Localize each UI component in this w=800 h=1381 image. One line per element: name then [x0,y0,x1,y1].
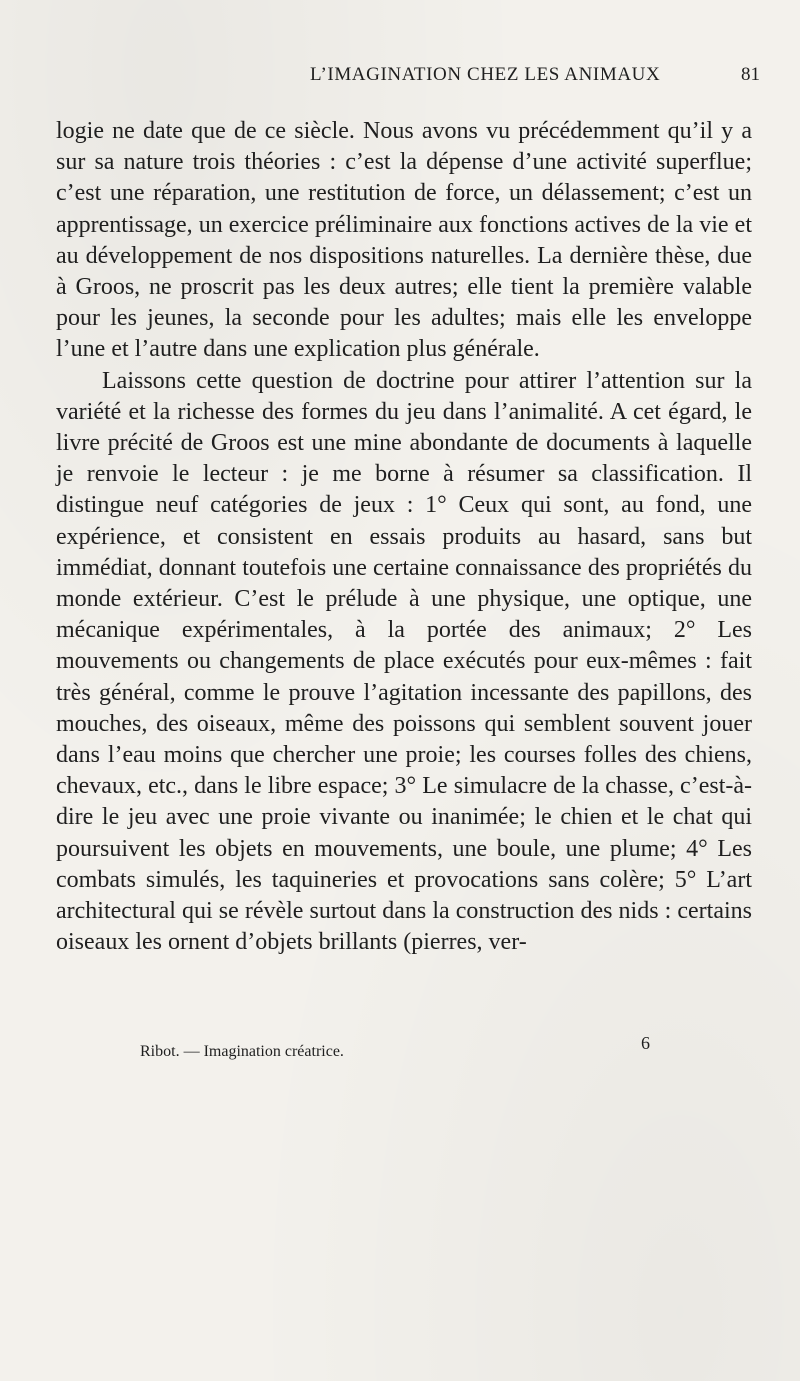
page-number: 81 [741,64,760,85]
running-head [250,64,760,94]
page-footer [0,1033,800,1073]
running-title: L’IMAGINATION CHEZ LES ANIMAUX [310,64,661,85]
signature-mark: 6 [641,1033,650,1053]
paragraph-continued: logie ne date que de ce siècle. Nous avons vu précédemment qu’il y a sur sa nature trois théories : c’est la dépense d’une activité superflue; c’est une réparation, une restitution de force, un délassement; c’est un apprentissage, un exercice préliminaire aux fonctions actives de la vie et au développement de nos dispositions naturelles. La dernière thèse, due à Groos, ne proscrit pas les deux autres; elle tient la première valable pour les jeunes, la seconde pour les adultes; mais elle les enveloppe l’une et l’autre dans une explication plus générale. [56,118,752,363]
paragraph: Laissons cette question de doctrine pour attirer l’attention sur la variété et la richesse des formes du jeu dans l’animalité. A cet égard, le livre précité de Groos est une mine abondante de documents à laquelle je renvoie le lecteur : je me borne à résumer sa classification. Il distingue neuf catégories de jeux : 1° Ceux qui sont, au fond, une expérience, et consistent en essais produits au hasard, sans but immédiat, donnant toutefois une certaine connaissance des propriétés du monde extérieur. C’est le prélude à une physique, une optique, une mécanique expérimentales, à la portée des animaux; 2° Les mouvements ou changements de place exécutés pour eux-mêmes : fait très général, comme le prouve l’agitation incessante des papillons, des mouches, des oiseaux, même des poissons qui semblent souvent jouer dans l’eau moins que chercher une proie; les courses folles des chiens, chevaux, etc., dans le libre espace; 3° Le simulacre de la chasse, c’est-à-dire le jeu avec une proie vivante ou inanimée; le chien et le chat qui poursuivent les objets en mouvements, une boule, une plume; 4° Les combats simulés, les taquineries et provocations sans colère; 5° L’art architectural qui se révèle surtout dans la construction des nids : certains oiseaux les ornent d’objets brillants (pierres, ver- [56,367,752,956]
body-text [56,116,752,958]
footer-credit: Ribot. — Imagination créatrice. [140,1043,344,1060]
